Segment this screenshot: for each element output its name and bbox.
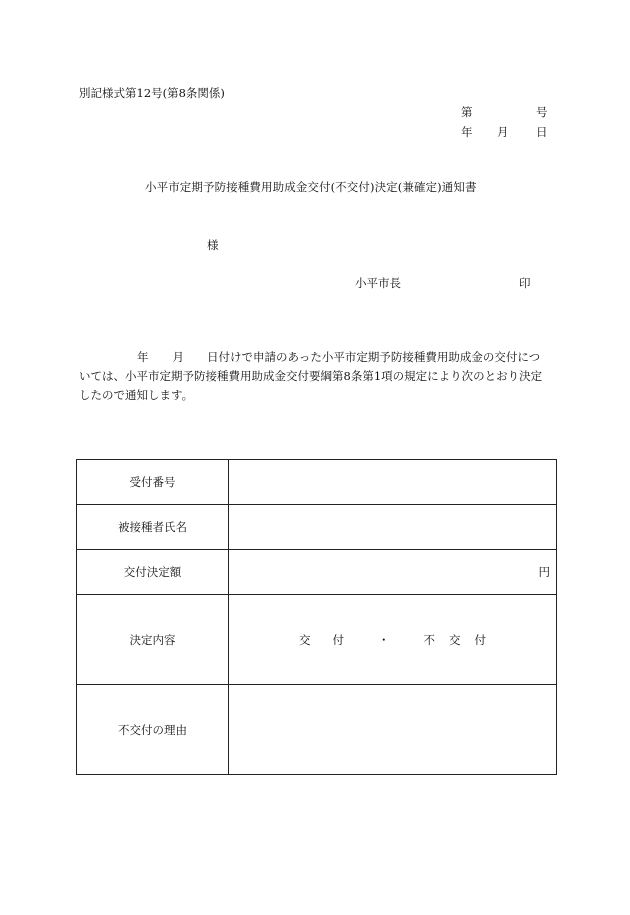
grant-amount-label: 交付決定額 [77,550,229,595]
issuer-name: 小平市長 [355,276,401,290]
decision-label: 決定内容 [77,595,229,685]
grant-amount-value: 円 [229,550,557,595]
table-row-grant-amount [77,550,557,595]
nongrant-char-2: 交 [449,632,461,647]
table-row-nongrant-reason [77,685,557,775]
notice-body [79,348,559,405]
nongrant-reason-label: 不交付の理由 [77,685,229,775]
table-row-receipt-number [77,460,557,505]
grant-char-2: 付 [332,632,344,647]
addressee-suffix: 様 [207,238,219,252]
date-year-label: 年 [461,125,473,139]
date-month-label: 月 [497,125,509,139]
body-line-3: したので通知します。 [79,388,194,402]
doc-number-prefix: 第 [461,105,473,119]
body-year-label: 年 [137,350,149,364]
nongrant-char-1: 不 [423,632,435,647]
nongrant-char-3: 付 [474,632,486,647]
decision-table [76,459,557,775]
grant-char-1: 交 [299,632,311,647]
form-number: 別記様式第12号(第8条関係) [79,86,225,100]
seal-mark: 印 [519,276,531,290]
receipt-number-label: 受付番号 [77,460,229,505]
date-day-label: 日 [536,125,548,139]
doc-number-suffix: 号 [536,105,548,119]
table-row-decision [77,595,557,685]
receipt-number-value [229,460,557,505]
body-line-2: いては、小平市定期予防接種費用助成金交付要綱第8条第1項の規定により次のとおり決定 [79,369,543,383]
body-line-1-text: 日付けで申請のあった小平市定期予防接種費用助成金の交付につ [207,350,541,364]
table-row-vaccinee-name [77,505,557,550]
document-title: 小平市定期予防接種費用助成金交付(不交付)決定(兼確定)通知書 [145,180,477,194]
option-separator: ・ [378,632,390,647]
decision-options [229,595,557,685]
nongrant-reason-value [229,685,557,775]
body-line-1 [79,348,559,367]
vaccinee-name-label: 被接種者氏名 [77,505,229,550]
vaccinee-name-value [229,505,557,550]
body-month-label: 月 [172,350,184,364]
